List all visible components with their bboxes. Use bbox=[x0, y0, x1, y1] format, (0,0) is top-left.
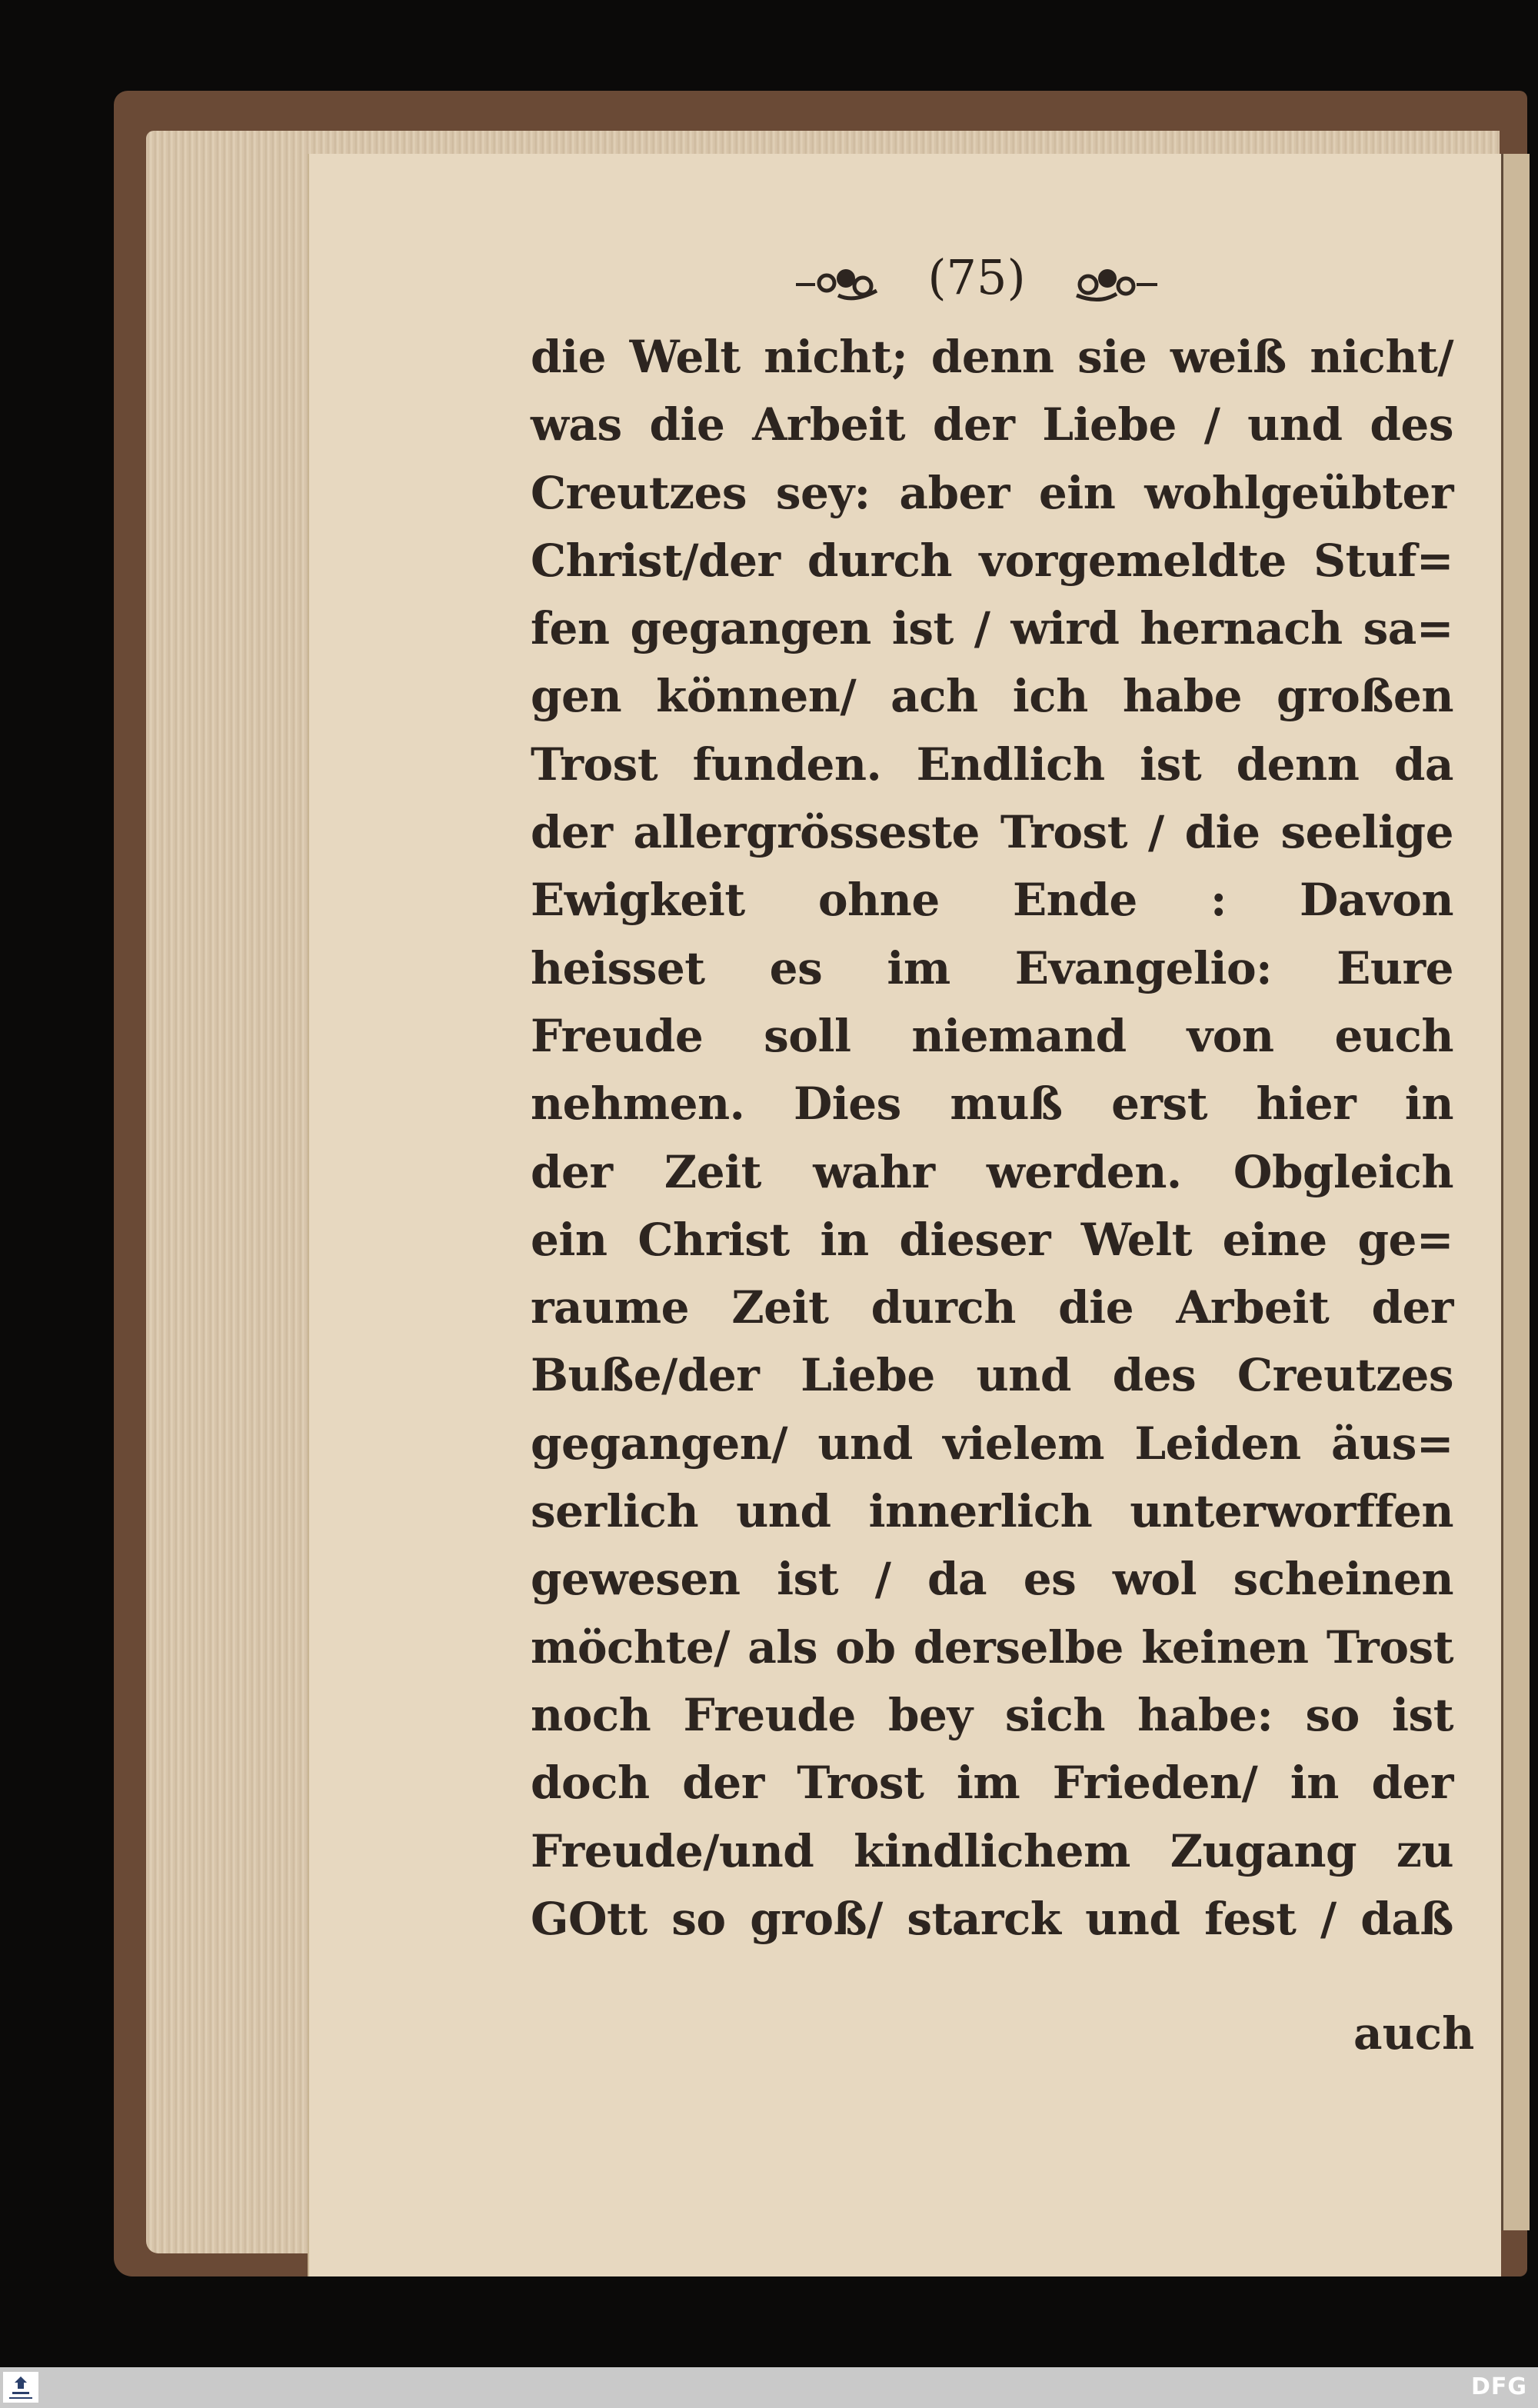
text-line: der Zeit wahr werden. Obgleich bbox=[531, 1145, 1453, 1198]
ornament-left-icon bbox=[792, 260, 884, 306]
text-line: GOtt so groß/ starck und fest / daß bbox=[531, 1892, 1453, 1945]
page-body-text bbox=[531, 323, 1453, 1953]
text-line: die Welt nicht; denn sie weiß nicht/ bbox=[531, 331, 1453, 383]
page-number: (75) bbox=[927, 249, 1026, 305]
text-line: was die Arbeit der Liebe / und des bbox=[531, 398, 1453, 451]
text-line: noch Freude bey sich habe: so ist bbox=[531, 1688, 1453, 1741]
viewer-footer bbox=[0, 2367, 1538, 2408]
text-line: Creutzes sey: aber ein wohlgeübter bbox=[531, 466, 1453, 519]
text-line: gen können/ ach ich habe großen bbox=[531, 670, 1453, 723]
text-line: gewesen ist / da es wol scheinen bbox=[531, 1553, 1453, 1606]
text-line: fen gegangen ist / wird hernach sa= bbox=[531, 602, 1453, 655]
library-emblem-icon[interactable] bbox=[3, 2372, 38, 2403]
text-line: doch der Trost im Frieden/ in der bbox=[531, 1757, 1453, 1810]
text-line: der allergrösseste Trost / die seelige bbox=[531, 806, 1453, 859]
catchword: auch bbox=[1353, 2007, 1475, 2060]
text-line: nehmen. Dies muß erst hier in bbox=[531, 1077, 1453, 1131]
facing-page-edge bbox=[1501, 154, 1530, 2230]
text-line: serlich und innerlich unterworffen bbox=[531, 1485, 1453, 1538]
ornament-right-icon bbox=[1069, 260, 1161, 306]
text-line: Trost funden. Endlich ist denn da bbox=[531, 738, 1453, 791]
page-header bbox=[792, 246, 1161, 315]
text-line: Ewigkeit ohne Ende : Davon bbox=[531, 874, 1453, 927]
dfg-brand-label[interactable]: DFG bbox=[1470, 2373, 1527, 2400]
text-line: Freude/und kindlichem Zugang zu bbox=[531, 1824, 1453, 1877]
text-line: raume Zeit durch die Arbeit der bbox=[531, 1281, 1453, 1334]
text-line: möchte/ als ob derselbe keinen Trost bbox=[531, 1620, 1453, 1674]
text-line: Buße/der Liebe und des Creutzes bbox=[531, 1349, 1453, 1402]
text-line: Christ/der durch vorgemeldte Stuf= bbox=[531, 534, 1453, 587]
text-line: ein Christ in dieser Welt eine ge= bbox=[531, 1213, 1453, 1266]
text-line: gegangen/ und vielem Leiden äus= bbox=[531, 1417, 1453, 1470]
text-line: Freude soll niemand von euch bbox=[531, 1009, 1453, 1062]
text-line: heisset es im Evangelio: Eure bbox=[531, 941, 1453, 994]
